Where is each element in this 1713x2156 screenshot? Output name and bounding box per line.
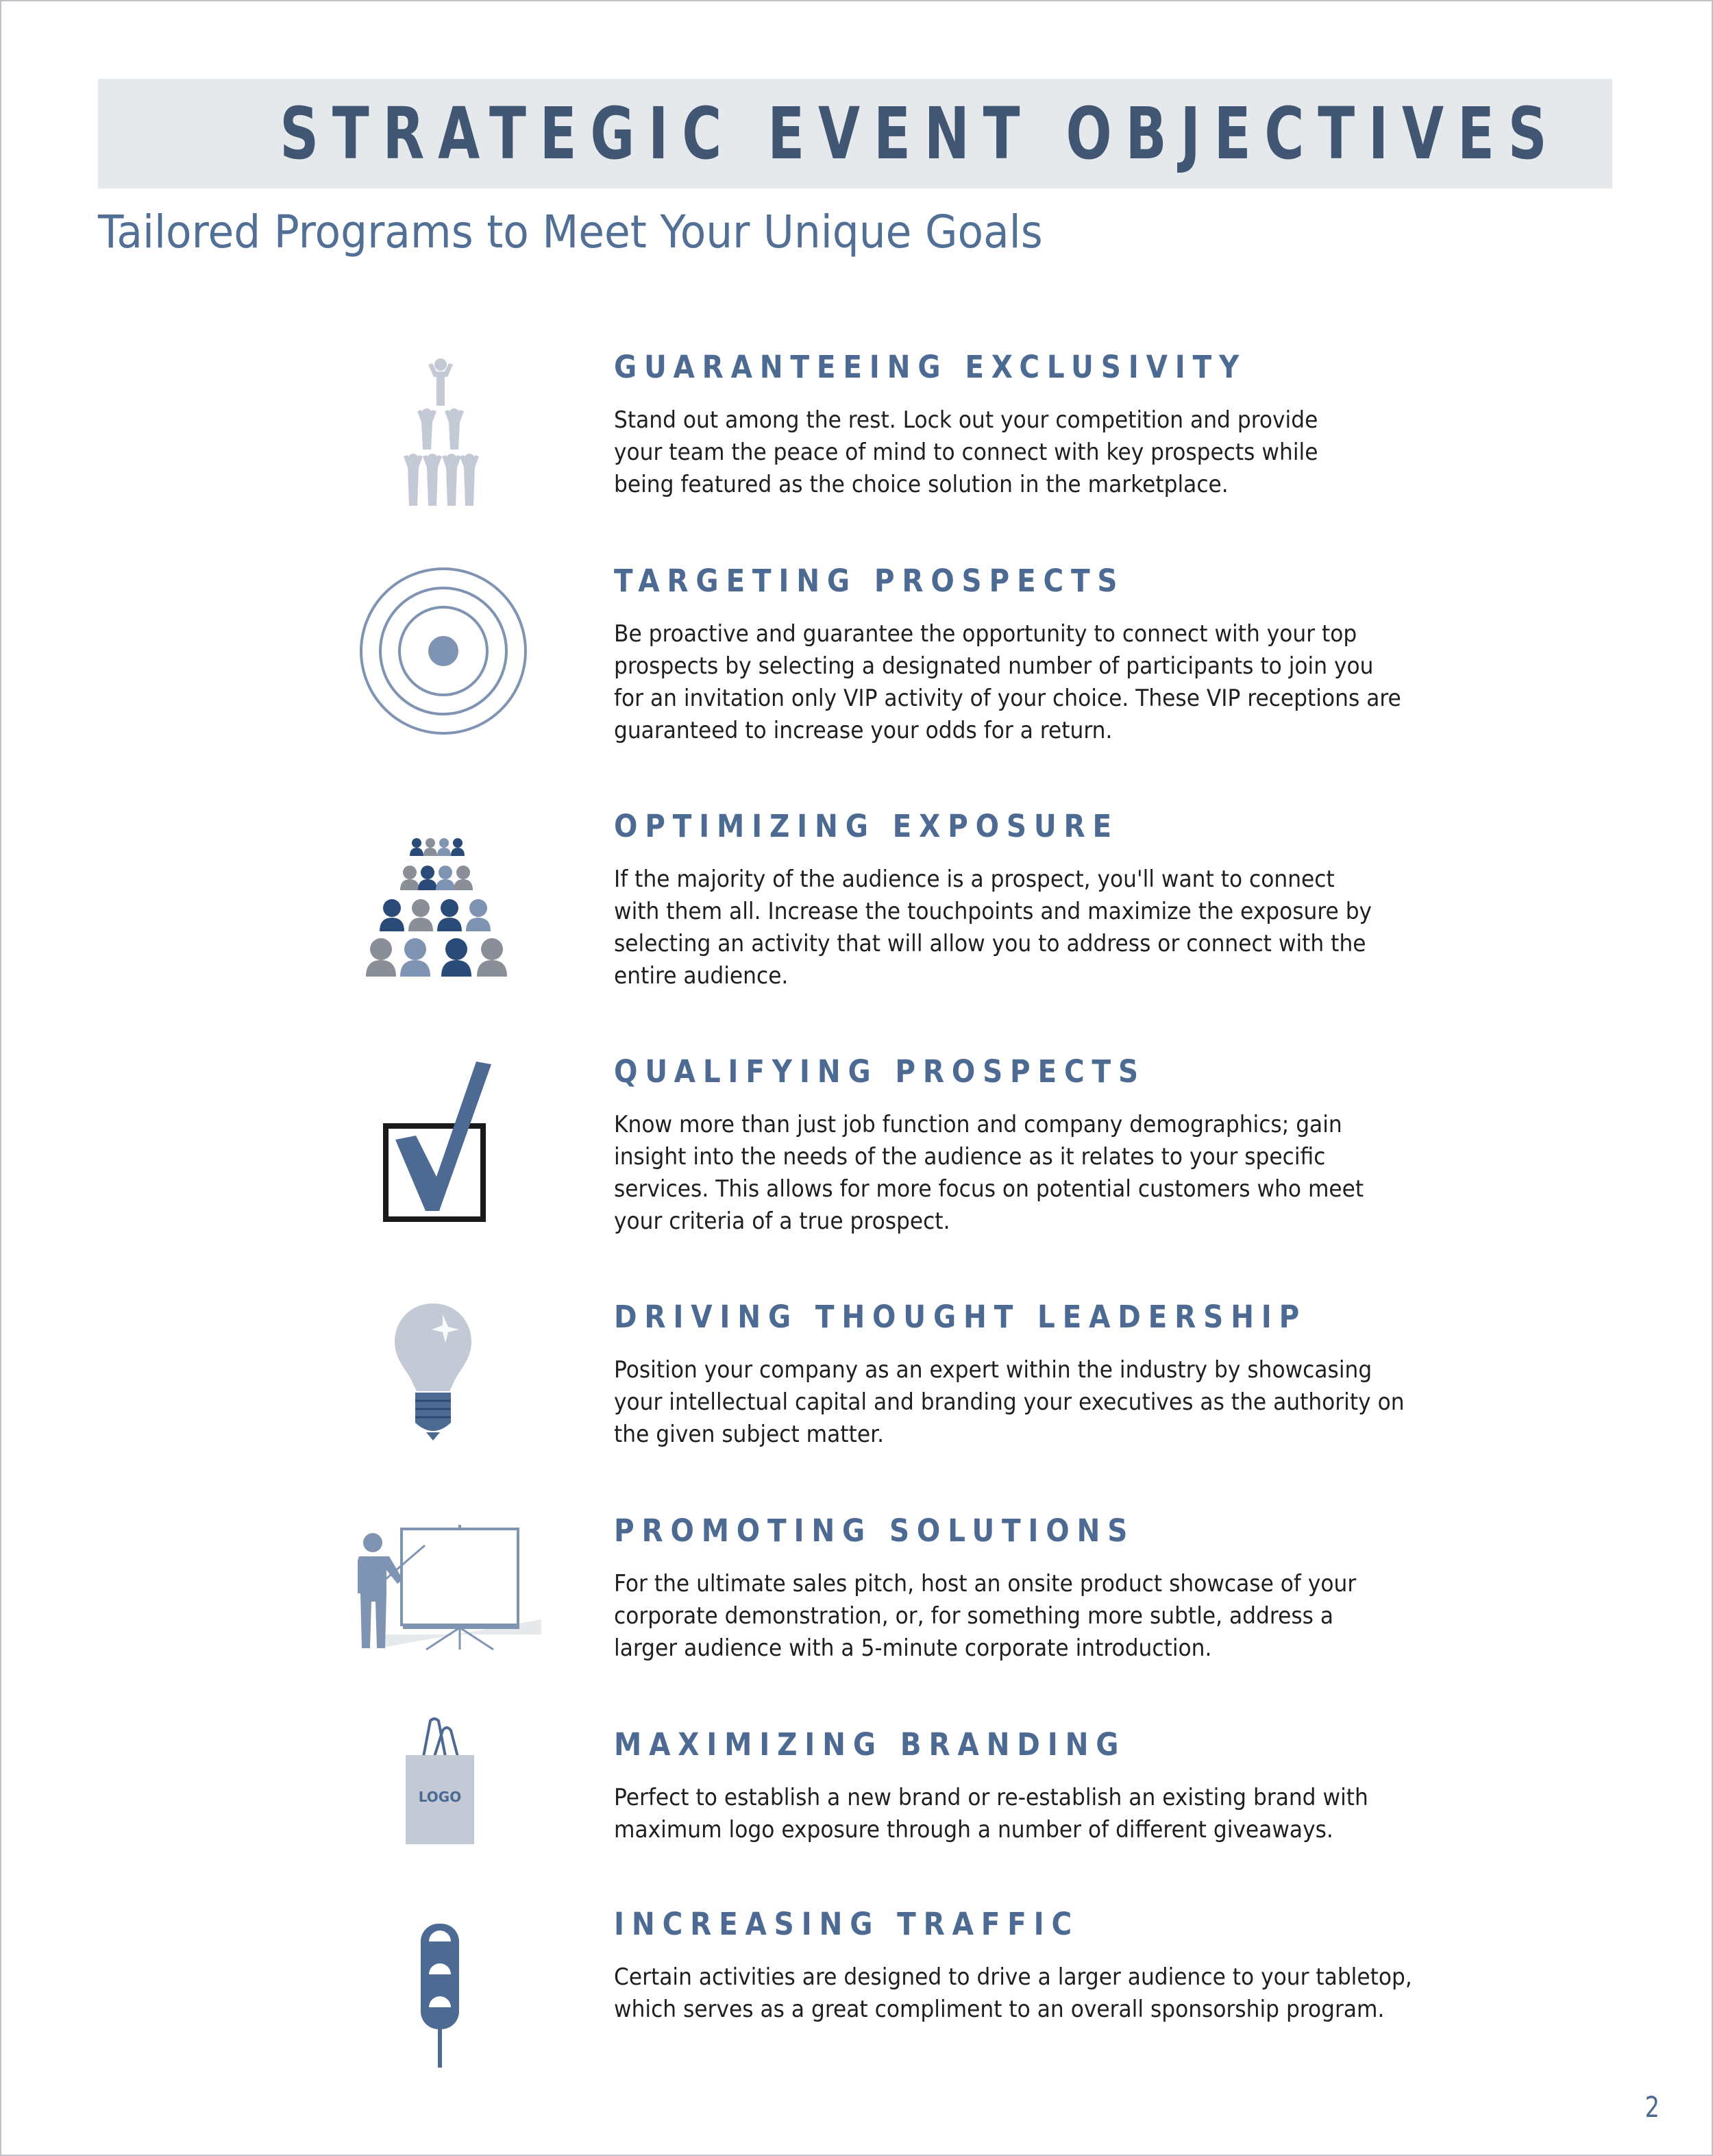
item-maximizing-branding (614, 1726, 1464, 1846)
logo-text: LOGO (418, 1789, 462, 1805)
item-heading: QUALIFYING PROSPECTS (614, 1053, 1146, 1090)
page-number: 2 (1644, 2090, 1660, 2124)
item-heading: DRIVING THOUGHT LEADERSHIP (614, 1299, 1307, 1335)
item-body: Perfect to establish a new brand or re-establish an existing brand with maximum logo exposure through a number of different giveaways. (614, 1784, 1368, 1843)
logo-bag-icon (404, 1717, 476, 1847)
item-body: For the ultimate sales pitch, host an onsite product showcase of your corporate demonstration, or, for something more subtle, address a larger audience with a 5-minute corporate introduction. (614, 1570, 1357, 1662)
lightbulb-icon (392, 1302, 474, 1443)
human-pyramid-icon (401, 356, 483, 511)
audience-icon (365, 833, 515, 980)
item-body: Certain activities are designed to drive a larger audience to your tabletop, which serves as a great compliment to an overall sponsorship program. (614, 1963, 1412, 2023)
item-heading: PROMOTING SOLUTIONS (614, 1512, 1135, 1549)
item-heading: GUARANTEEING EXCLUSIVITY (614, 349, 1247, 385)
target-icon (358, 565, 529, 737)
item-increasing-traffic (614, 1905, 1464, 2026)
item-heading: TARGETING PROSPECTS (614, 563, 1125, 599)
item-body: Stand out among the rest. Lock out your competition and provide your team the peace of mind to connect with key prospects while being featured as the choice solution in the marketplace. (614, 406, 1318, 498)
page-title: STRATEGIC EVENT OBJECTIVES (280, 92, 1561, 175)
page-subtitle: Tailored Programs to Meet Your Unique Goals (98, 206, 1043, 258)
item-body: Position your company as an expert within the industry by showcasing your intellectual capital and branding your executives as the authority on the given subject matter. (614, 1356, 1405, 1448)
item-qualifying-prospects (614, 1053, 1464, 1238)
item-body: Know more than just job function and company demographics; gain insight into the needs of the audience as it relates to your specific services. This allows for more focus on potential customers who meet your criteria of a true prospect. (614, 1111, 1364, 1235)
item-body: If the majority of the audience is a prospect, you'll want to connect with them all. Increase the touchpoints and maximize the exposure by selecting an activity that will allow you to address or connect with the entire audience. (614, 866, 1372, 990)
item-targeting-prospects (614, 562, 1464, 747)
item-heading: MAXIMIZING BRANDING (614, 1726, 1126, 1763)
item-heading: OPTIMIZING EXPOSURE (614, 808, 1119, 844)
item-optimizing-exposure (614, 807, 1464, 992)
item-driving-thought-leadership (614, 1298, 1464, 1451)
title-band (98, 79, 1612, 188)
item-guaranteeing-exclusivity (614, 348, 1464, 501)
traffic-light-icon (419, 1922, 460, 2070)
item-heading: INCREASING TRAFFIC (614, 1906, 1080, 1942)
item-promoting-solutions (614, 1512, 1464, 1665)
presenter-icon (351, 1525, 543, 1652)
item-body: Be proactive and guarantee the opportunity to connect with your top prospects by selecting a designated number of participants to join you for an invitation only VIP activity of your choice. These VIP receptions are guaranteed to increase your odds for a return. (614, 620, 1401, 744)
checkbox-icon (380, 1059, 497, 1223)
